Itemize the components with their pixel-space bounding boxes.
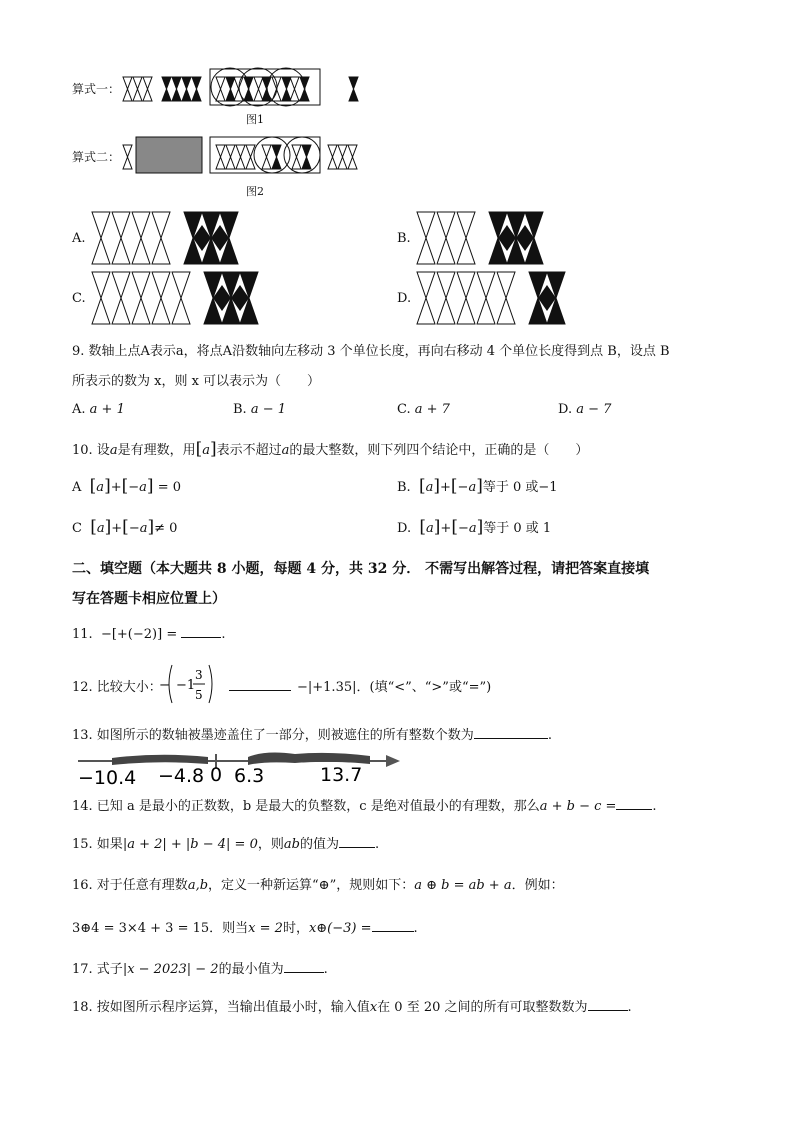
q9-option-c: C. a + 7 [397,402,450,417]
q13-number-line [70,748,410,788]
q10-option-a: A [a]+[−a] = 0 [72,476,181,496]
q17: 17. 式子|x − 2023| − 2的最小值为 . [72,962,328,977]
ink-blot-left [112,755,208,765]
hollow-hourglass-icon [477,272,495,324]
q10-option-c: C [a]+[−a]≠ 0 [72,517,178,537]
hollow-hourglass-icon [457,212,475,264]
fig1-label: 算式一： [72,82,121,96]
svg-text:3: 3 [195,668,203,682]
hollow-hourglass-icon [417,272,435,324]
fig1-caption: 图1 [246,113,264,126]
q12: 12. 比较大小： [72,680,162,695]
hollow-hourglass-icon [152,272,170,324]
tick-label-6-3: 6.3 [234,765,265,787]
hollow-hourglass-icon [92,212,110,264]
hollow-hourglass-icon [172,272,190,324]
section-2-heading-line-1: 二、填空题（本大题共 8 小题，每题 4 分，共 32 分． 不需写出解答过程，请把答案直接填 [72,561,650,577]
section-2-heading-line-2: 写在答题卡相应位置上） [72,591,226,607]
q16-line-2: 3⊕4 = 3×4 + 3 = 15．则当x = 2时，x⊕(−3) = . [72,921,418,936]
q13-answer-blank [474,726,548,739]
q16-answer-blank [372,919,414,932]
hollow-hourglass-icon [457,272,475,324]
q14: 14. 已知 a 是最小的正数数，b 是最大的负整数，c 是绝对值最小的有理数，那么a + b − c = . [72,799,657,814]
hollow-hourglass-icon [112,272,130,324]
svg-text:5: 5 [195,688,203,702]
hollow-hourglass-icon [437,212,455,264]
q8-option-a-letter: A. [72,231,86,246]
q10-option-d: D. [a]+[−a]等于 0 或 1 [397,517,552,537]
fig2-caption: 图2 [246,185,264,198]
q18-answer-blank [588,998,628,1011]
svg-text:−1: −1 [176,678,196,693]
q10-option-b: B. [a]+[−a]等于 0 或−1 [397,476,558,496]
q9-option-d: D. a − 7 [558,402,612,417]
hollow-hourglass-icon [112,212,130,264]
q18: 18. 按如图所示程序运算，当输出值最小时，输入值x在 0 至 20 之间的所有可取整数数为 . [72,1000,632,1015]
tick-label-neg-4-8: −4.8 [158,765,205,787]
hollow-hourglass-icon [497,272,515,324]
q15: 15. 如果|a + 2| + |b − 4| = 0，则ab的值为 . [72,837,380,852]
hollow-hourglass-icon [437,272,455,324]
svg-text:−: − [159,678,170,693]
q10-stem: 10. 设a是有理数，用[a]表示不超过a的最大整数，则下列四个结论中，正确的是（ ） [72,439,589,459]
tick-label-zero: 0 [210,764,223,786]
q9-option-a: A. a + 1 [72,402,125,417]
hollow-hourglass-icon [132,212,150,264]
q13-stem: 13. 如图所示的数轴被墨迹盖住了一部分，则被遮住的所有整数个数为 . [72,728,552,743]
q8-option-b-letter: B. [397,231,411,246]
tick-label-neg-10-4: −10.4 [78,767,137,789]
q8-option-c-letter: C. [72,291,86,306]
q15-answer-blank [339,835,375,848]
hollow-hourglass-icon [152,212,170,264]
tick-label-13-7: 13.7 [320,764,363,786]
q9-line-1: 9. 数轴上点A表示a，将点A沿数轴向左移动 3 个单位长度，再向右移动 4 个单位长度得到点 B，设点 B [72,344,670,359]
q11-answer-blank [181,625,221,638]
q17-answer-blank [284,960,324,973]
q9-line-2: 所表示的数为 x，则 x 可以表示为（ ） [72,374,321,389]
q8-option-d-letter: D. [397,291,412,306]
number-line-arrow-icon [386,755,400,767]
q11: 11. −[+(−2)] = . [72,627,226,642]
q14-answer-blank [616,797,652,810]
q9-option-b: B. a − 1 [233,402,287,417]
hollow-hourglass-icon [132,272,150,324]
q8-options-diagram [0,0,794,330]
hollow-hourglass-icon [92,272,110,324]
q16-line-1: 16. 对于任意有理数a,b，定义一种新运算“⊕”，规则如下：a ⊕ b = ab + a．例如： [72,878,564,893]
q12-answer-blank [229,678,291,691]
hollow-hourglass-icon [417,212,435,264]
q12-mixed-fraction [158,661,228,707]
q12-right-side: −|+1.35|．(填“<”、“>”或“=”) [297,680,492,695]
fig2-label: 算式二： [72,150,121,164]
